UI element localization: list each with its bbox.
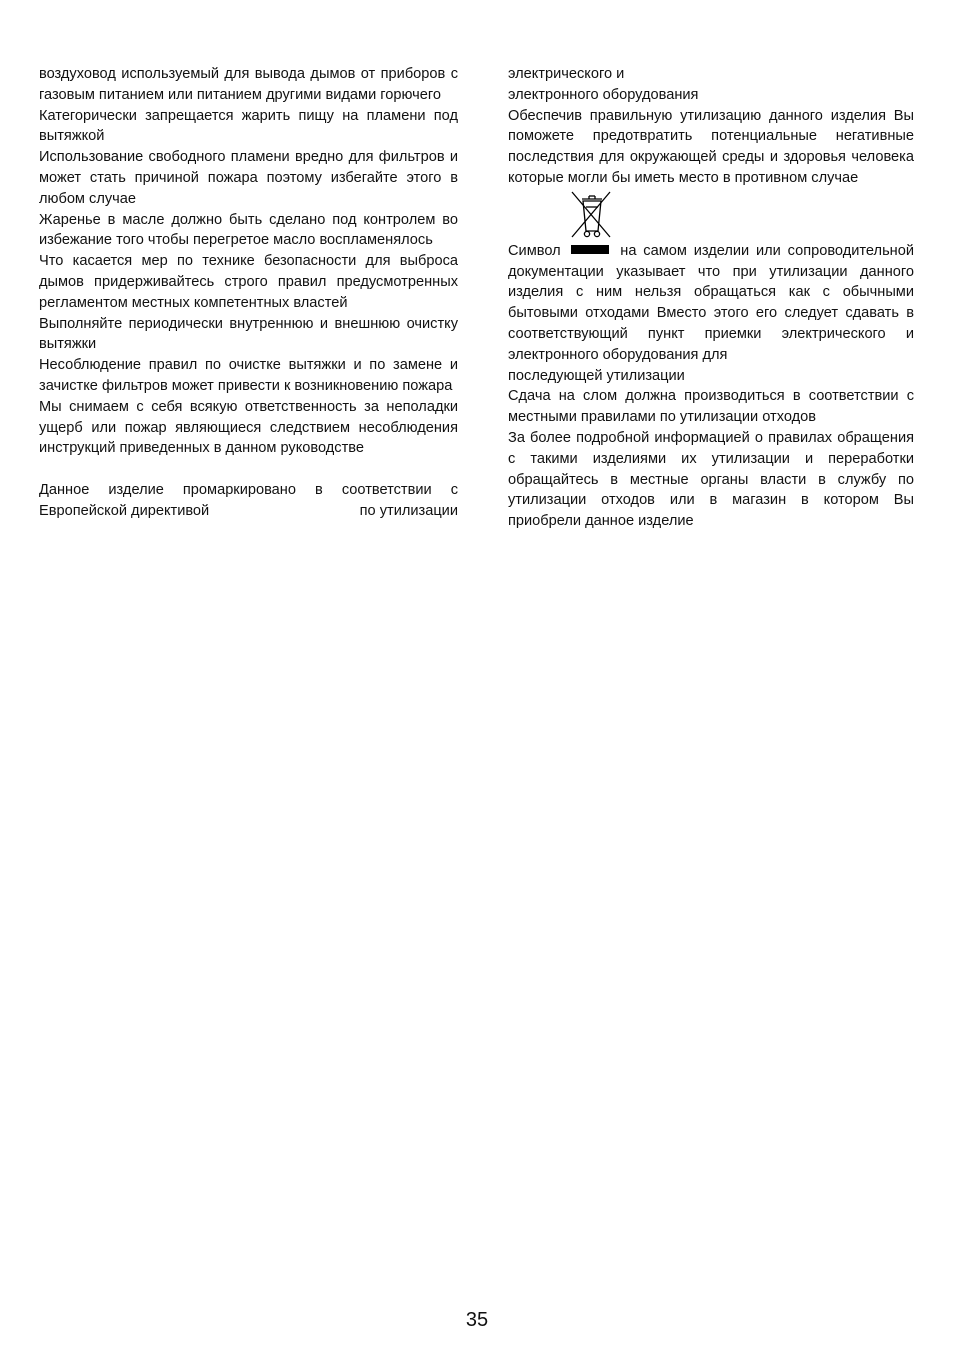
- paragraph: Обеспечив правильную утилизацию данного изделия Вы поможете предотвратить потенциальные негативные последствия для окружающей среды и здоровья человека которые могли бы иметь место в противном случае: [508, 107, 914, 186]
- paragraph: Жаренье в масле должно быть сделано под контролем во избежание того чтобы перегретое масло воспламенялось: [39, 211, 458, 249]
- directive-text: Европейской директивой: [39, 502, 210, 519]
- paragraph: Использование свободного пламени вредно для фильтров и может стать причиной пожара поэтому избегайте этого в любом случае: [39, 149, 458, 207]
- paragraph: Данное изделие промаркировано в соответствии с: [39, 481, 458, 498]
- paragraph: Категорически запрещается жарить пищу на пламени под вытяжкой: [39, 107, 458, 145]
- crossed-out-wheelie-bin-icon: [568, 189, 614, 239]
- directive-line: [39, 501, 458, 522]
- right-column: [508, 64, 914, 532]
- paragraph: воздуховод используемый для вывода дымов от приборов с газовым питанием или питанием другими видами горючего: [39, 66, 458, 103]
- spacer: [39, 459, 458, 480]
- black-bar-icon: [571, 245, 609, 254]
- page-number: 35: [465, 1309, 489, 1331]
- directive-text-end: по утилизации: [359, 502, 458, 519]
- paragraph: Мы снимаем с себя всякую ответственность за неполадки ущерб или пожар являющиеся следствием несоблюдения инструкций приведенных в данном руководстве: [39, 398, 458, 457]
- symbol-word: Символ: [508, 242, 561, 259]
- weee-symbol: [508, 189, 914, 241]
- paragraph-line: электронного оборудования: [508, 86, 699, 103]
- left-column: [39, 64, 458, 522]
- paragraph: Выполняйте периодически внутреннюю и внешнюю очистку вытяжки: [39, 315, 458, 353]
- symbol-text: на самом изделии или сопроводительной документации указывает что при утилизации данного изделия с ним нельзя обращаться как с обычными бытовыми отходами Вместо этого его следует сдавать в соответствующий пункт приемки электрического и электронного оборудования для: [508, 242, 914, 363]
- paragraph-line: электрического и: [508, 66, 625, 82]
- paragraph: Несоблюдение правил по очистке вытяжки и по замене и зачистке фильтров может привести к возникновению пожара: [39, 357, 458, 394]
- paragraph: За более подробной информацией о правилах обращения с такими изделиями их утилизации и переработки обращайтесь в местные органы власти в службу по утилизации отходов или в магазин в котором Вы приобрели данное изделие: [508, 429, 914, 530]
- paragraph: Сдача на слом должна производиться в соответствии с местными правилами по утилизации отходов: [508, 388, 914, 426]
- paragraph-line: последующей утилизации: [508, 367, 685, 384]
- paragraph: [508, 241, 914, 366]
- paragraph: Что касается мер по технике безопасности для выброса дымов придерживайтесь строго правил предусмотренных регламентом местных компетентных властей: [39, 253, 458, 311]
